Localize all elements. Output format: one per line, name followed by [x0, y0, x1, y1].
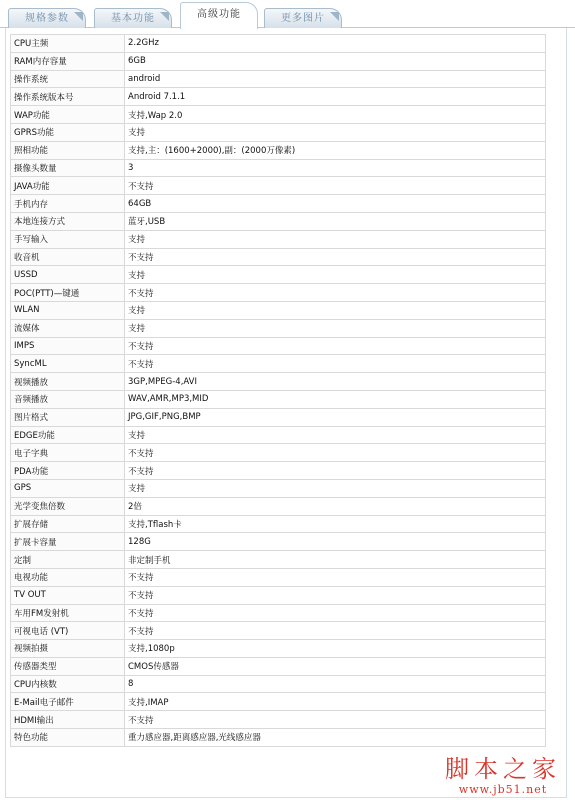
spec-value: Android 7.1.1	[125, 88, 546, 106]
table-row	[11, 355, 546, 373]
spec-key: 照相功能	[11, 141, 125, 159]
table-row	[11, 408, 546, 426]
spec-key: WLAN	[11, 301, 125, 319]
spec-key: 定制	[11, 551, 125, 569]
spec-key: CPU主频	[11, 35, 125, 53]
spec-key: 电子字典	[11, 444, 125, 462]
watermark-url: www.jb51.net	[458, 783, 548, 796]
spec-value: 3GP,MPEG-4,AVI	[125, 373, 546, 391]
spec-value: 不支持	[125, 337, 546, 355]
spec-key: 操作系统版本号	[11, 88, 125, 106]
spec-value: 2倍	[125, 497, 546, 515]
spec-value: 不支持	[125, 604, 546, 622]
spec-value: 支持	[125, 301, 546, 319]
spec-key: 光学变焦倍数	[11, 497, 125, 515]
table-row	[11, 693, 546, 711]
spec-value: 非定制手机	[125, 551, 546, 569]
table-row	[11, 426, 546, 444]
spec-key: GPS	[11, 479, 125, 497]
table-row	[11, 212, 546, 230]
spec-key: PDA功能	[11, 462, 125, 480]
table-row	[11, 479, 546, 497]
spec-value: 128G	[125, 533, 546, 551]
tab-bar	[0, 0, 575, 28]
spec-key: 手机内存	[11, 195, 125, 213]
spec-value: 不支持	[125, 568, 546, 586]
table-row	[11, 35, 546, 53]
spec-value: 不支持	[125, 711, 546, 729]
spec-key: 操作系统	[11, 70, 125, 88]
spec-value: 支持,IMAP	[125, 693, 546, 711]
spec-value: 支持	[125, 230, 546, 248]
spec-key: TV OUT	[11, 586, 125, 604]
tab-corner-icon	[330, 12, 339, 21]
spec-key: 流媒体	[11, 319, 125, 337]
table-row	[11, 390, 546, 408]
spec-key: 可视电话 (VT)	[11, 622, 125, 640]
spec-value: 重力感应器,距离感应器,光线感应器	[125, 729, 546, 747]
spec-value: 不支持	[125, 284, 546, 302]
spec-value: android	[125, 70, 546, 88]
table-row	[11, 177, 546, 195]
table-row	[11, 711, 546, 729]
spec-key: 视频播放	[11, 373, 125, 391]
spec-key: E-Mail电子邮件	[11, 693, 125, 711]
spec-key: WAP功能	[11, 106, 125, 124]
spec-value: 支持	[125, 123, 546, 141]
table-row	[11, 444, 546, 462]
spec-value: 支持,Wap 2.0	[125, 106, 546, 124]
spec-value: 2.2GHz	[125, 35, 546, 53]
spec-key: CPU内核数	[11, 675, 125, 693]
spec-value: 不支持	[125, 622, 546, 640]
spec-value: 64GB	[125, 195, 546, 213]
spec-key: POC(PTT)—键通	[11, 284, 125, 302]
spec-value: 8	[125, 675, 546, 693]
spec-key: USSD	[11, 266, 125, 284]
table-row	[11, 88, 546, 106]
spec-value: 不支持	[125, 177, 546, 195]
spec-key: 扩展卡容量	[11, 533, 125, 551]
spec-value: 支持,1080p	[125, 640, 546, 658]
spec-key: SyncML	[11, 355, 125, 373]
table-row	[11, 248, 546, 266]
table-row	[11, 497, 546, 515]
table-row	[11, 230, 546, 248]
spec-key: RAM内存容量	[11, 52, 125, 70]
spec-value: WAV,AMR,MP3,MID	[125, 390, 546, 408]
table-row	[11, 159, 546, 177]
watermark-title: 脚本之家	[445, 755, 561, 783]
table-row	[11, 52, 546, 70]
spec-value: 不支持	[125, 248, 546, 266]
table-row	[11, 284, 546, 302]
table-row	[11, 337, 546, 355]
table-row	[11, 123, 546, 141]
table-row	[11, 373, 546, 391]
table-row	[11, 622, 546, 640]
spec-table	[10, 34, 546, 747]
spec-key: 电视功能	[11, 568, 125, 586]
spec-value: 支持	[125, 426, 546, 444]
spec-value: 6GB	[125, 52, 546, 70]
table-row	[11, 70, 546, 88]
spec-value: 支持	[125, 266, 546, 284]
table-row	[11, 729, 546, 747]
table-row	[11, 675, 546, 693]
table-row	[11, 640, 546, 658]
table-row	[11, 604, 546, 622]
tab-more-images[interactable]	[264, 8, 342, 28]
spec-value: 蓝牙,USB	[125, 212, 546, 230]
tab-label: 基本功能	[111, 13, 155, 24]
tab-label: 高级功能	[197, 9, 241, 20]
tab-basic-functions[interactable]	[94, 8, 172, 28]
table-row	[11, 462, 546, 480]
spec-value: 不支持	[125, 444, 546, 462]
tab-specs[interactable]	[8, 8, 86, 28]
watermark	[445, 755, 561, 796]
spec-key: 视频拍摄	[11, 640, 125, 658]
table-row	[11, 141, 546, 159]
spec-key: 特色功能	[11, 729, 125, 747]
spec-value: 不支持	[125, 462, 546, 480]
tab-corner-icon	[160, 12, 169, 21]
spec-value: 支持,主：(1600+2000),副：(2000万像素)	[125, 141, 546, 159]
spec-key: 本地连接方式	[11, 212, 125, 230]
spec-key: 收音机	[11, 248, 125, 266]
spec-key: GPRS功能	[11, 123, 125, 141]
spec-key: 图片格式	[11, 408, 125, 426]
spec-key: HDMI输出	[11, 711, 125, 729]
table-row	[11, 551, 546, 569]
spec-key: IMPS	[11, 337, 125, 355]
spec-key: 传感器类型	[11, 657, 125, 675]
spec-value: CMOS传感器	[125, 657, 546, 675]
spec-value: 3	[125, 159, 546, 177]
table-row	[11, 301, 546, 319]
spec-key: EDGE功能	[11, 426, 125, 444]
spec-key: JAVA功能	[11, 177, 125, 195]
table-row	[11, 266, 546, 284]
table-row	[11, 106, 546, 124]
spec-value: 不支持	[125, 586, 546, 604]
table-row	[11, 568, 546, 586]
tab-label: 更多图片	[281, 13, 325, 24]
spec-value: 支持	[125, 479, 546, 497]
table-row	[11, 515, 546, 533]
table-row	[11, 195, 546, 213]
spec-key: 扩展存储	[11, 515, 125, 533]
spec-key: 手写输入	[11, 230, 125, 248]
table-row	[11, 319, 546, 337]
spec-value: 不支持	[125, 355, 546, 373]
tab-advanced-functions[interactable]	[180, 2, 258, 29]
spec-value: 支持,Tflash卡	[125, 515, 546, 533]
spec-key: 音频播放	[11, 390, 125, 408]
table-row	[11, 533, 546, 551]
spec-value: JPG,GIF,PNG,BMP	[125, 408, 546, 426]
table-row	[11, 657, 546, 675]
spec-value: 支持	[125, 319, 546, 337]
tab-corner-icon	[74, 12, 83, 21]
tab-label: 规格参数	[25, 13, 69, 24]
spec-key: 车用FM发射机	[11, 604, 125, 622]
spec-key: 摄像头数量	[11, 159, 125, 177]
table-row	[11, 586, 546, 604]
